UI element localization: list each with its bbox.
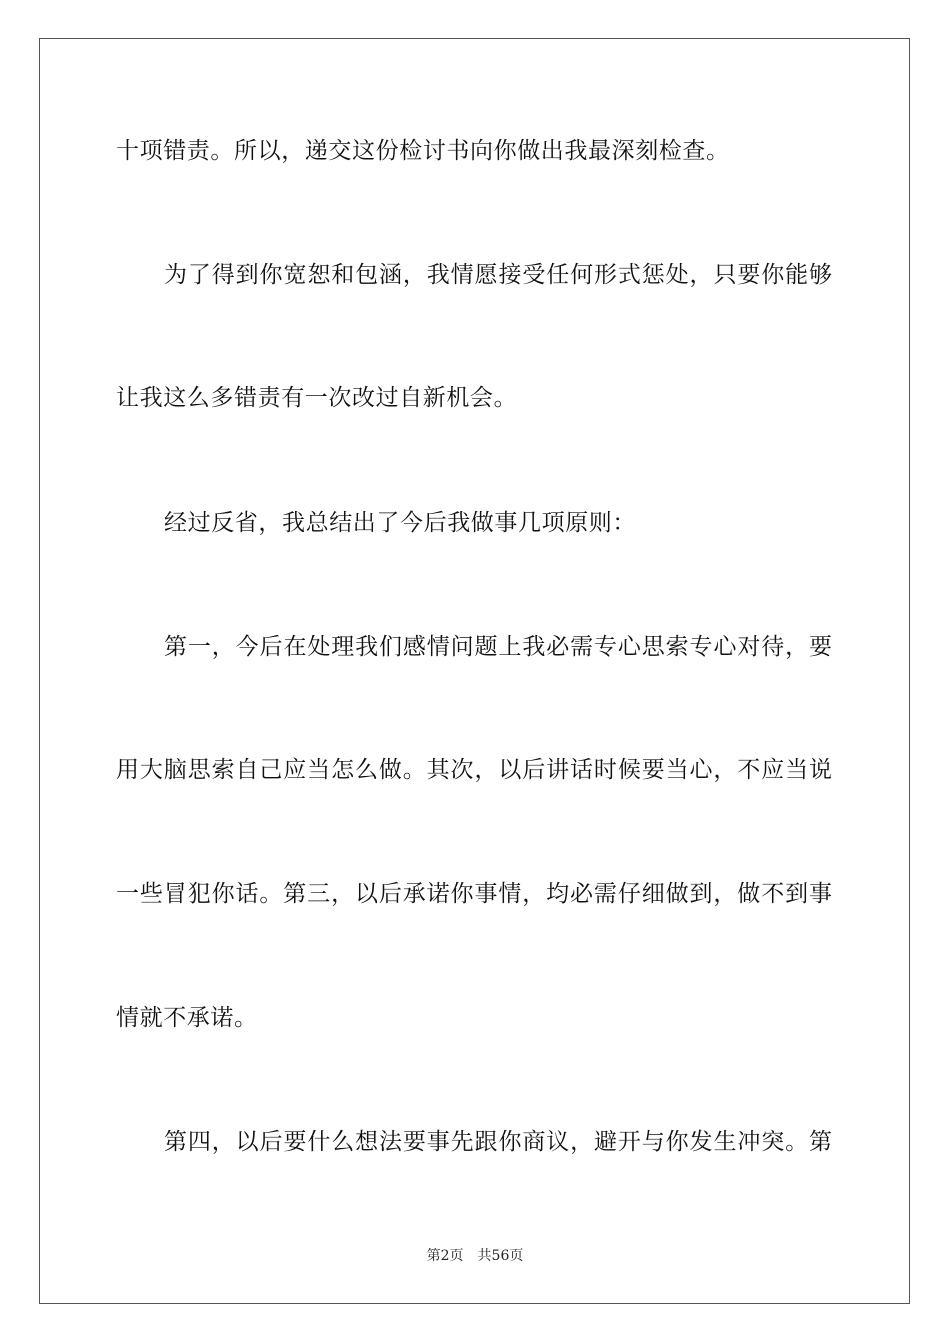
paragraph-line: 让我这么多错责有一次改过自新机会。	[116, 385, 518, 411]
paragraph-line: 为了得到你宽恕和包涵，我情愿接受任何形式惩处，只要你能够	[164, 262, 832, 288]
total-pages-label: 共56页	[477, 1248, 524, 1264]
paragraph-line: 经过反省，我总结出了今后我做事几项原则：	[164, 510, 636, 536]
page-border	[39, 38, 910, 1304]
page-footer	[0, 1246, 950, 1266]
paragraph-line: 用大脑思索自己应当怎么做。其次，以后讲话时候要当心，不应当说	[116, 757, 832, 783]
paragraph-line: 一些冒犯你话。第三，以后承诺你事情，均必需仔细做到，做不到事	[116, 881, 832, 907]
current-page-label: 第2页	[426, 1248, 464, 1264]
paragraph-line: 第四，以后要什么想法要事先跟你商议，避开与你发生冲突。第	[164, 1129, 832, 1155]
paragraph-line: 情就不承诺。	[116, 1005, 258, 1031]
paragraph-line: 十项错责。所以，递交这份检讨书向你做出我最深刻检查。	[116, 138, 730, 164]
paragraph-line: 第一，今后在处理我们感情问题上我必需专心思索专心对待，要	[164, 634, 832, 660]
